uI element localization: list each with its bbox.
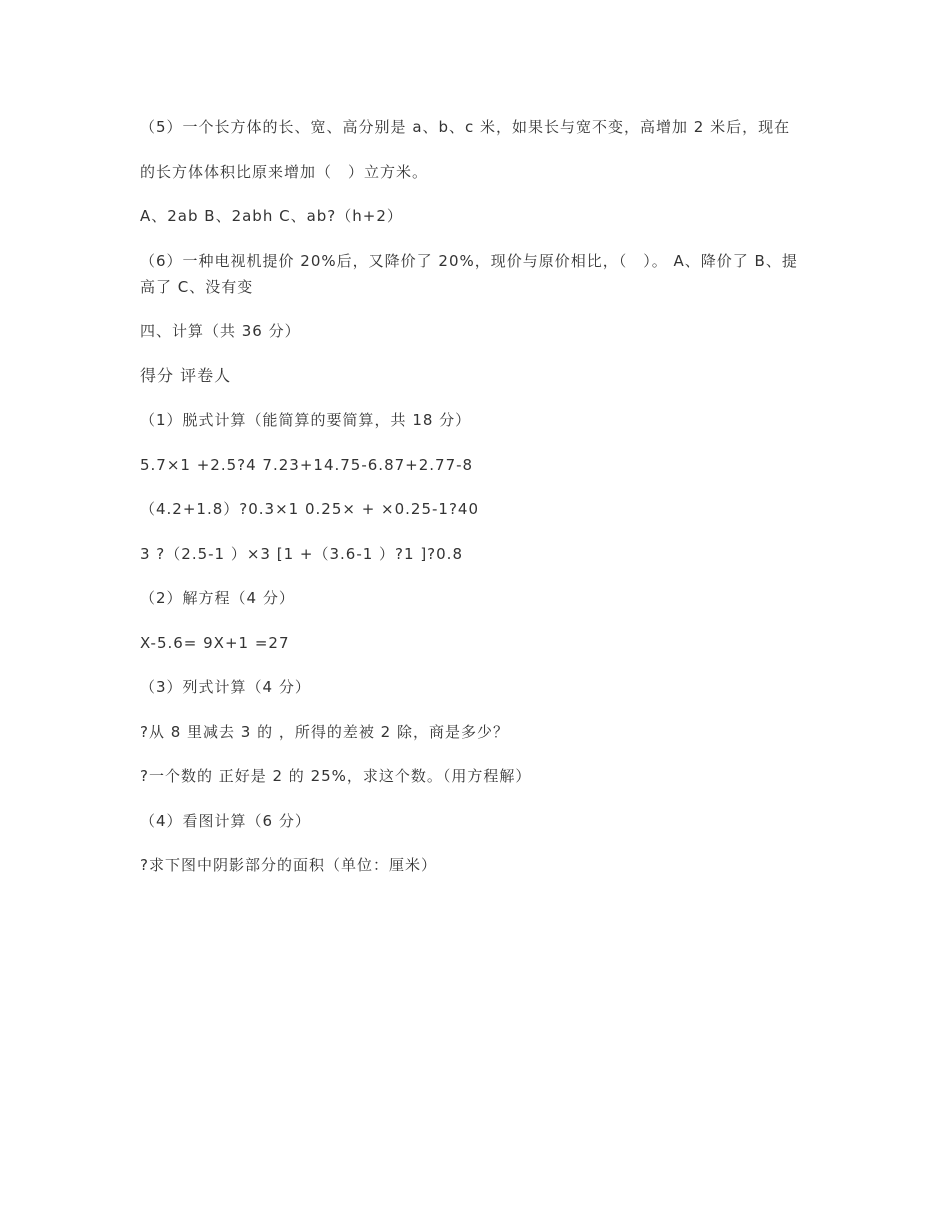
- question-6: （6）一种电视机提价 20%后，又降价了 20%，现价与原价相比，（ ）。 A、降价了 B、提高了 C、没有变: [140, 251, 798, 296]
- question-5-options: A、2ab B、2abh C、ab?（h+2）: [140, 207, 403, 225]
- calculation-row-3: 3 ?（2.5-1 ）×3 [1 +（3.6-1 ）?1 ]?0.8: [140, 544, 463, 563]
- equations-row: X-5.6= 9X+1 =27: [140, 633, 290, 652]
- calculation-row-2: （4.2+1.8）?0.3×1 0.25× + ×0.25-1?40: [140, 500, 480, 518]
- score-grader-label: 得分 评卷人: [140, 365, 232, 385]
- question-5-stem: （5）一个长方体的长、宽、高分别是 a、b、c 米，如果长与宽不变，高增加 2 米后，现在: [140, 118, 791, 136]
- calculation-row-1: 5.7×1 +2.5?4 7.23+14.75-6.87+2.77-8: [140, 455, 474, 474]
- subsection-2-heading: （2）解方程（4 分）: [140, 589, 295, 607]
- figure-problem: ?求下图中阴影部分的面积（单位：厘米）: [140, 856, 437, 874]
- word-problem-2: ?一个数的 正好是 2 的 25%，求这个数。（用方程解）: [140, 767, 532, 785]
- subsection-1-heading: （1）脱式计算（能简算的要简算，共 18 分）: [140, 411, 472, 429]
- word-problem-1: ?从 8 里减去 3 的 ，所得的差被 2 除，商是多少？: [140, 722, 509, 741]
- subsection-3-heading: （3）列式计算（4 分）: [140, 678, 311, 696]
- subsection-4-heading: （4）看图计算（6 分）: [140, 811, 311, 830]
- document-page: [140, 114, 810, 897]
- section-4-heading: 四、计算（共 36 分）: [140, 322, 301, 340]
- question-5-stem-continued: 的长方体体积比原来增加（ ）立方米。: [140, 162, 429, 181]
